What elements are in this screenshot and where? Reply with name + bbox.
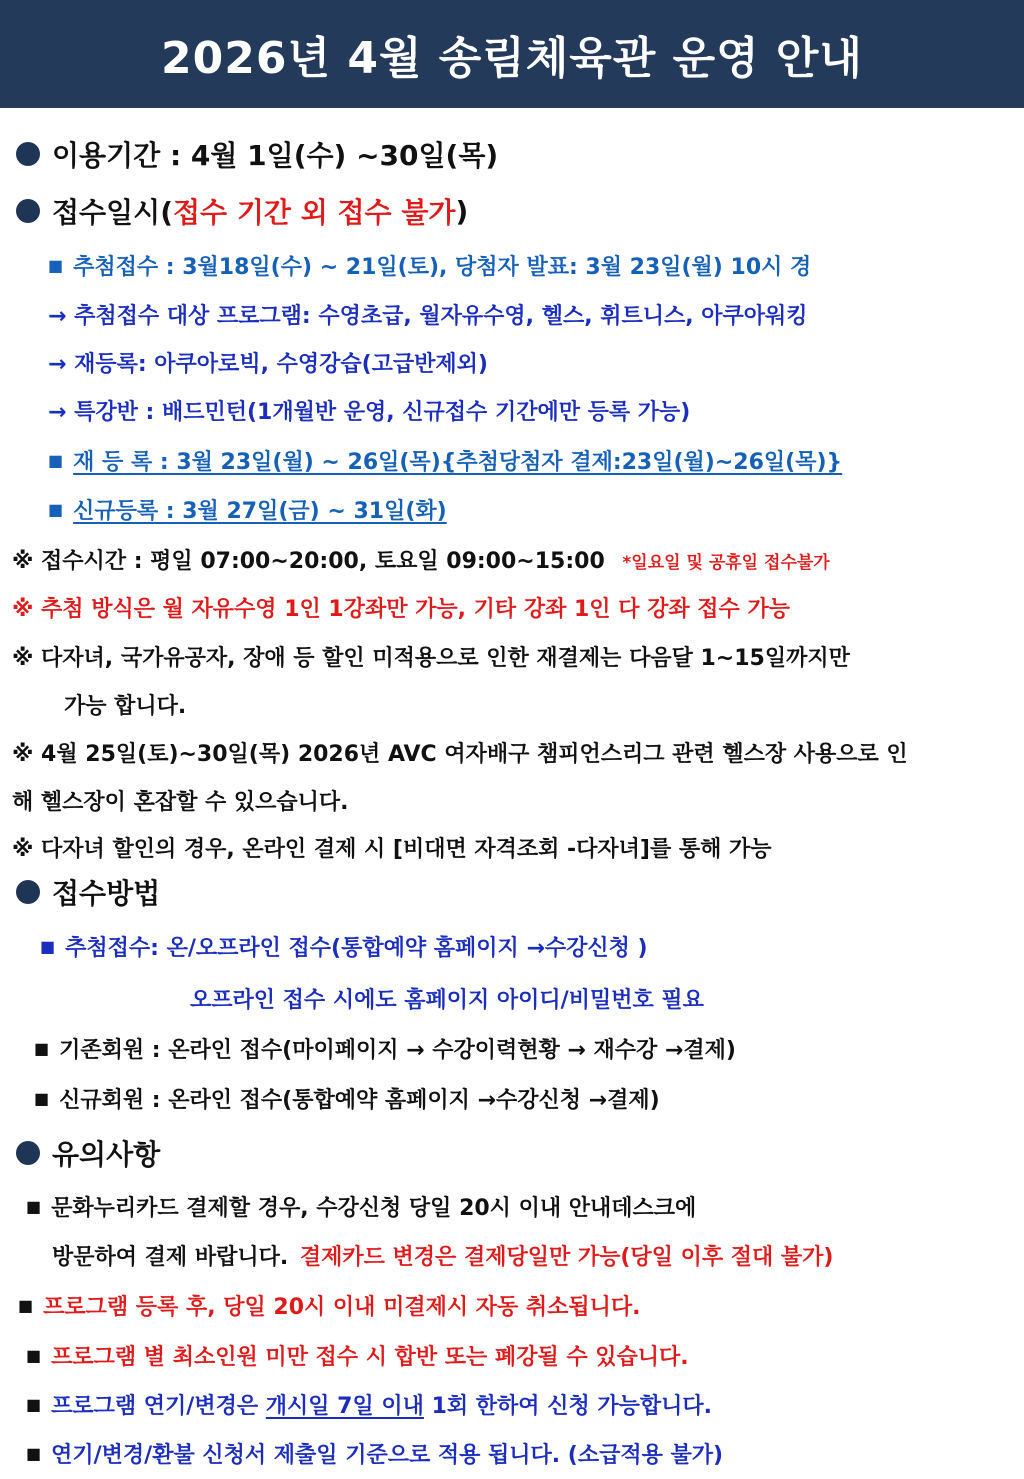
square-bullet-icon: ■: [26, 1197, 42, 1216]
hours-line: [12, 544, 830, 575]
discount-line-1: ※ 다자녀, 국가유공자, 장애 등 할인 미적용으로 인한 재결제는 다음달 1~15일까지만: [12, 646, 850, 671]
method-lottery-line-1: [40, 931, 648, 962]
card-line-1: [26, 1191, 696, 1222]
section-bullet-icon: [16, 199, 40, 223]
square-bullet-icon: ■: [26, 1346, 42, 1365]
refund-line: [26, 1438, 723, 1469]
registration-heading: [16, 191, 468, 231]
registration-heading-warning: 접수 기간 외 접수 불가: [173, 196, 456, 229]
title-banner: [0, 0, 1024, 108]
new-register-text: 신규등록 : 3월 27일(금) ~ 31일(화): [73, 499, 447, 524]
square-bullet-icon: ■: [34, 1039, 50, 1058]
new-member-line: [34, 1083, 660, 1114]
section-bullet-icon: [16, 142, 40, 166]
page-title: 2026년 4월 송림체육관 운영 안내: [161, 33, 863, 84]
method-lottery-line-2: 오프라인 접수 시에도 홈페이지 아이디/비밀번호 필요: [190, 988, 704, 1013]
square-bullet-icon: ■: [18, 1296, 34, 1315]
avc-line-2: 해 헬스장이 혼잡할 수 있으습니다.: [12, 790, 349, 815]
card-text-1: 문화누리카드 결제할 경우, 수강신청 당일 20시 이내 안내데스크에: [51, 1196, 697, 1221]
existing-member-text: 기존회원 : 온라인 접수(마이페이지 → 수강이력현황 → 재수강 →결제): [59, 1038, 736, 1063]
multi-child-line: ※ 다자녀 할인의 경우, 온라인 결제 시 [비대면 자격조회 -다자녀]를 통해 가능: [12, 837, 772, 862]
registration-heading-text: 접수일시(: [52, 196, 173, 229]
postpone-text-a: 프로그램 연기/변경은: [51, 1394, 259, 1419]
method-heading-text: 접수방법: [52, 877, 161, 910]
refund-text: 연기/변경/환불 신청서 제출일 기준으로 적용 됩니다. (소급적용 불가): [51, 1443, 724, 1468]
section-bullet-icon: [16, 880, 40, 904]
card-text-2: 방문하여 결제 바랍니다.: [52, 1245, 289, 1270]
square-bullet-icon: ■: [34, 1089, 50, 1108]
section-bullet-icon: [16, 1141, 40, 1165]
auto-cancel-text: 프로그램 등록 후, 당일 20시 이내 미결제시 자동 취소됩니다.: [43, 1295, 641, 1320]
square-bullet-icon: ■: [26, 1444, 42, 1463]
square-bullet-icon: ■: [26, 1395, 42, 1414]
usage-period-text: 이용기간 : 4월 1일(수) ~30일(목): [52, 139, 499, 172]
lottery-registration-text: 추첨접수 : 3월18일(수) ~ 21일(토), 당첨자 발표: 3월 23일(월) 10시 경: [73, 255, 812, 280]
hours-note: *일요일 및 공휴일 접수불가: [622, 553, 830, 573]
card-line-2: [52, 1240, 834, 1271]
reregister-line: [48, 445, 842, 476]
postpone-text-b: 1회 한하여 신청 가능합니다.: [431, 1394, 712, 1419]
method-heading: [16, 872, 160, 912]
square-bullet-icon: ■: [40, 937, 56, 956]
avc-line-1: ※ 4월 25일(토)~30일(목) 2026년 AVC 여자배구 챔피언스리그 관련 헬스장 사용으로 인: [12, 742, 908, 767]
lottery-rule-line: ※ 추첨 방식은 월 자유수영 1인 1강좌만 가능, 기타 강좌 1인 다 강좌 접수 가능: [12, 597, 790, 622]
method-lottery-text: 추첨접수: 온/오프라인 접수(통합예약 홈페이지 →수강신청 ): [65, 936, 648, 961]
reregister-programs-line: → 재등록: 아쿠아로빅, 수영강습(고급반제외): [48, 352, 488, 377]
square-bullet-icon: ■: [48, 500, 64, 519]
min-people-line: [26, 1340, 689, 1371]
postpone-text-underlined: 개시일 7일 이내: [265, 1394, 424, 1419]
notes-heading: [16, 1133, 160, 1173]
existing-member-line: [34, 1033, 736, 1064]
special-class-line: → 특강반 : 배드민턴(1개월반 운영, 신규접수 기간에만 등록 가능): [48, 400, 691, 425]
new-register-line: [48, 494, 447, 525]
postpone-line: [26, 1389, 712, 1420]
card-change-warning: 결제카드 변경은 결제당일만 가능(당일 이후 절대 불가): [299, 1245, 834, 1270]
usage-period: [16, 134, 498, 174]
notes-heading-text: 유의사항: [52, 1138, 161, 1171]
lottery-registration-line: [48, 250, 811, 281]
reregister-text: 재 등 록 : 3월 23일(월) ~ 26일(목){추첨당첨자 결제:23일(월)~26일(목)}: [73, 450, 843, 475]
min-people-text: 프로그램 별 최소인원 미만 접수 시 합반 또는 폐강될 수 있습니다.: [51, 1345, 689, 1370]
registration-heading-close: ): [455, 194, 469, 228]
square-bullet-icon: ■: [48, 256, 64, 275]
discount-line-2: 가능 합니다.: [64, 694, 187, 719]
auto-cancel-line: [18, 1290, 641, 1321]
lottery-programs-line: → 추첨접수 대상 프로그램: 수영초급, 월자유수영, 헬스, 휘트니스, 아쿠아워킹: [48, 304, 808, 329]
square-bullet-icon: ■: [48, 451, 64, 470]
new-member-text: 신규회원 : 온라인 접수(통합예약 홈페이지 →수강신청 →결제): [59, 1088, 660, 1113]
hours-text: ※ 접수시간 : 평일 07:00~20:00, 토요일 09:00~15:00: [12, 549, 605, 574]
